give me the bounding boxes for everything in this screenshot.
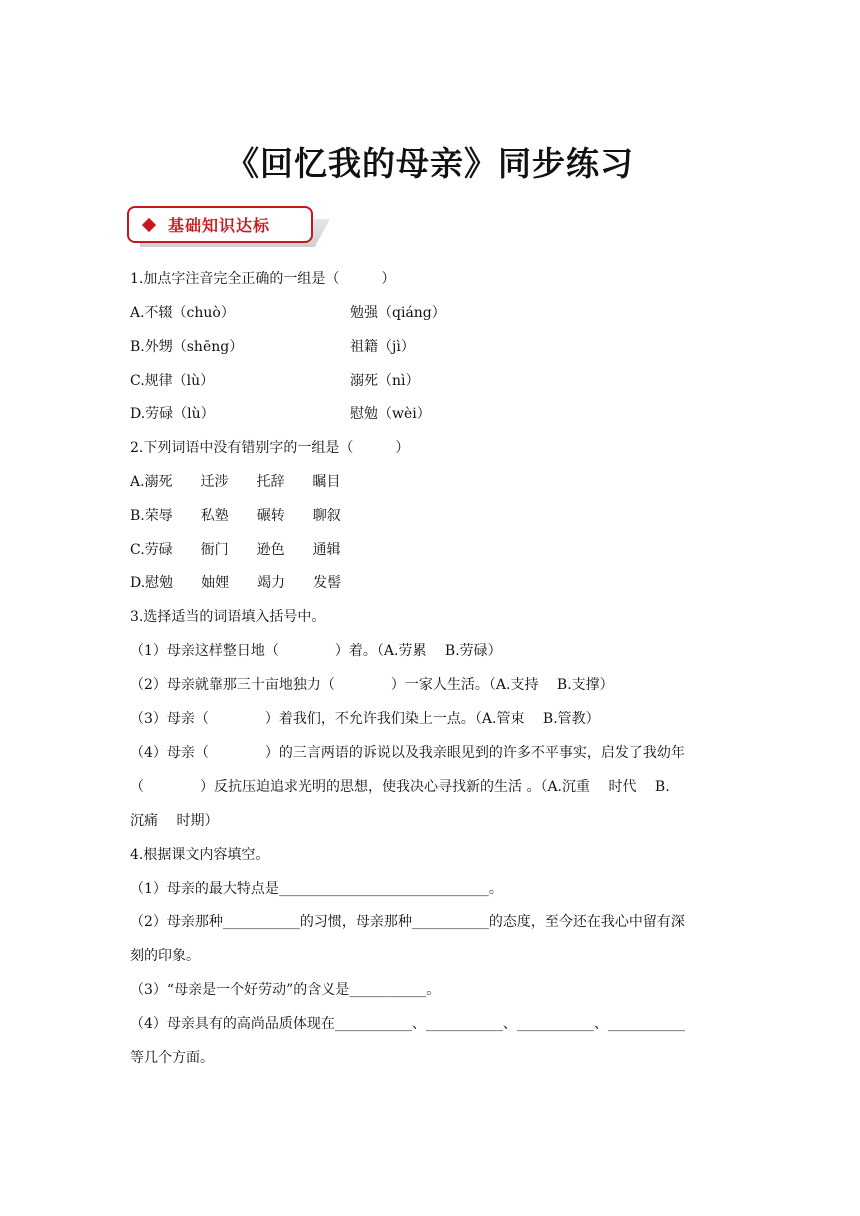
- q2-option-c: C.劳碌 衙门 逊色 通辑: [130, 542, 341, 558]
- diamond-icon: [142, 217, 156, 231]
- q1-option-a-right: 勉强（qiáng）: [350, 305, 446, 321]
- q4-item-4: （4）母亲具有的高尚品质体现在___________、___________、___________、___________: [130, 1016, 685, 1032]
- q2-option-b: B.荣辱 私塾 碾转 聊叙: [130, 508, 341, 524]
- q3-item-1: （1）母亲这样整日地（ ）着。（A.劳累 B.劳碌）: [130, 643, 502, 659]
- q3-stem: 3.选择适当的词语填入括号中。: [130, 609, 326, 625]
- q4-item-4-cont: 等几个方面。: [130, 1050, 214, 1066]
- q4-stem: 4.根据课文内容填空。: [130, 847, 270, 863]
- q3-item-4-end: 沉痛 时期）: [130, 813, 219, 829]
- q1-option-a-left: A.不辍（chuò）: [130, 305, 235, 321]
- q2-option-a: A.溺死 迁涉 托辞 瞩目: [130, 474, 341, 490]
- q3-item-3: （3）母亲（ ）着我们，不允许我们染上一点。（A.管束 B.管教）: [130, 711, 600, 727]
- q1-option-c-right: 溺死（nì）: [350, 373, 420, 389]
- q3-item-4: （4）母亲（ ）的三言两语的诉说以及我亲眼见到的许多不平事实，启发了我幼年: [130, 745, 685, 761]
- q2-option-d: D.慰勉 妯娌 竭力 发髻: [130, 575, 342, 591]
- q2-stem: 2.下列词语中没有错别字的一组是（ ）: [130, 440, 410, 456]
- q1-option-b-left: B.外甥（shēng）: [130, 339, 244, 355]
- q1-stem: 1.加点字注音完全正确的一组是（ ）: [130, 271, 396, 287]
- page-title: 《回忆我的母亲》同步练习: [226, 144, 634, 183]
- q4-item-2-cont: 刻的印象。: [130, 948, 200, 964]
- q1-option-a: [130, 304, 235, 322]
- q3-item-2: （2）母亲就靠那三十亩地独力（ ）一家人生活。（A.支持 B.支撑）: [130, 677, 614, 693]
- q1-option-d-left: D.劳碌（lù）: [130, 406, 215, 422]
- q1-option-b-right: 祖籍（jì）: [350, 339, 415, 355]
- section-badge: [127, 206, 313, 243]
- q3-item-4-cont: （ ）反抗压迫追求光明的思想，使我决心寻找新的生活 。（A.沉重 时代 B.: [130, 779, 670, 795]
- q1-option-d-right: 慰勉（wèi）: [350, 406, 431, 422]
- q1-option-c-left: C.规律（lù）: [130, 373, 215, 389]
- q4-item-3: （3）“母亲是一个好劳动”的含义是___________。: [130, 982, 441, 998]
- q4-item-1: （1）母亲的最大特点是______________________________。: [130, 881, 503, 897]
- section-badge-label: 基础知识达标: [168, 216, 271, 235]
- q4-item-2: （2）母亲那种___________的习惯，母亲那种___________的态度，至今还在我心中留有深: [130, 914, 685, 930]
